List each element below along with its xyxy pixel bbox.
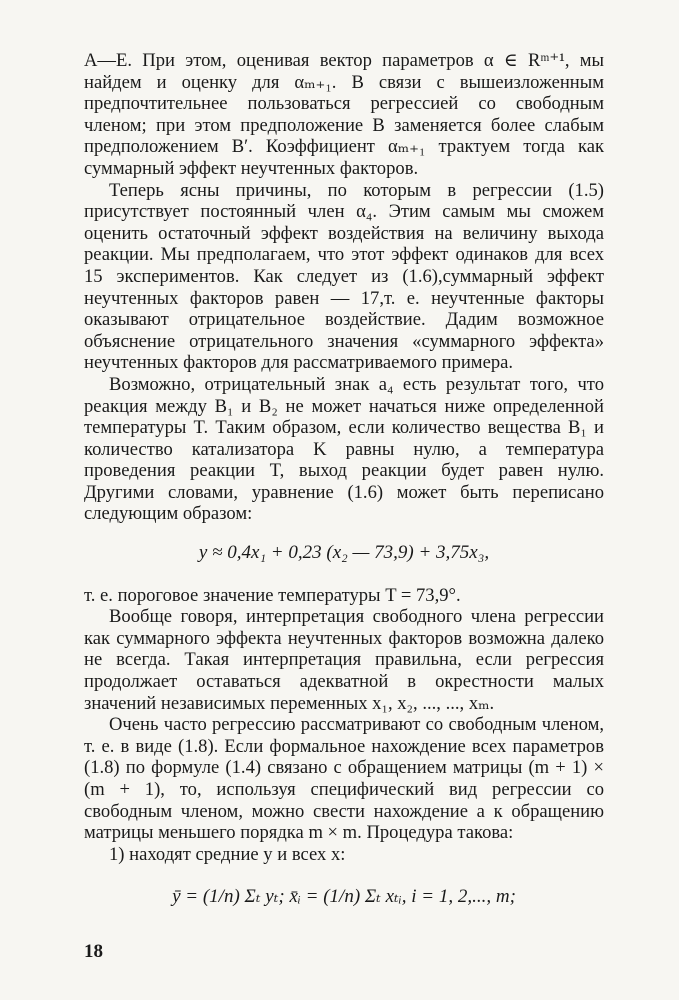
- page-number: 18: [84, 941, 103, 962]
- paragraph-2: Теперь ясны причины, по которым в регрессии (1.5) присутствует постоянный член α₄. Этим самым мы сможем оценить остаточный эффект воздействия на величину выхода реакции. Мы предполагаем, что этот эффект одинаков для всех 15 экспериментов. Как следует из (1.6),суммарный эффект неучтенных факторов равен — 17,т. е. неучтенные факторы оказывают отрицательное воздействие. Дадим возможное объяснение отрицательного значения «суммарного эффекта» неучтенных факторов для рассматриваемого примера.: [84, 179, 604, 374]
- paragraph-4: т. е. пороговое значение температуры T = 73,9°.: [84, 584, 461, 606]
- mean-formula: ȳ = (1/n) Σₜ yₜ; x̄ᵢ = (1/n) Σₜ xₜᵢ, i = 1, 2,..., m;: [172, 886, 516, 908]
- body-text: [84, 50, 604, 915]
- paragraph-1: А—Е. При этом, оценивая вектор параметров α ∈ Rᵐ⁺¹, мы найдем и оценку для αₘ₊₁. В связи с вышеизложенным предпочтительнее пользоваться регрессией со свободным членом; при этом предположение В заменяется более слабым предположением В′. Коэффициент αₘ₊₁ трактуем тогда как суммарный эффект неучтенных факторов.: [84, 50, 604, 179]
- threshold-formula: y ≈ 0,4x₁ + 0,23 (x₂ — 73,9) + 3,75x₃,: [198, 542, 490, 564]
- step-1: 1) находят средние y и всех x:: [109, 843, 346, 865]
- paragraph-3: Возможно, отрицательный знак a₄ есть результат того, что реакция между B₁ и B₂ не может начаться ниже определенной температуры T. Таким образом, если количество вещества B₁ и количество катализатора K равны нулю, а температура проведения реакции T, выход реакции будет равен нулю. Другими словами, уравнение (1.6) может быть переписано следующим образом:: [84, 373, 604, 525]
- paragraph-5: Вообще говоря, интерпретация свободного члена регрессии как суммарного эффекта неучтенных факторов возможна далеко не всегда. Такая интерпретация правильна, если регрессия продолжает оставаться адекватной в окрестности малых значений независимых переменных x₁, x₂, ..., ..., xₘ.: [84, 606, 604, 714]
- paragraph-6: Очень часто регрессию рассматривают со свободным членом, т. е. в виде (1.8). Если формальное нахождение всех параметров (1.8) по формуле (1.4) связано с обращением матрицы (m + 1) × (m + 1), то, используя специфический вид регрессии со свободным членом, можно свести нахождение a к обращению матрицы меньшего порядка m × m. Процедура такова:: [84, 714, 604, 844]
